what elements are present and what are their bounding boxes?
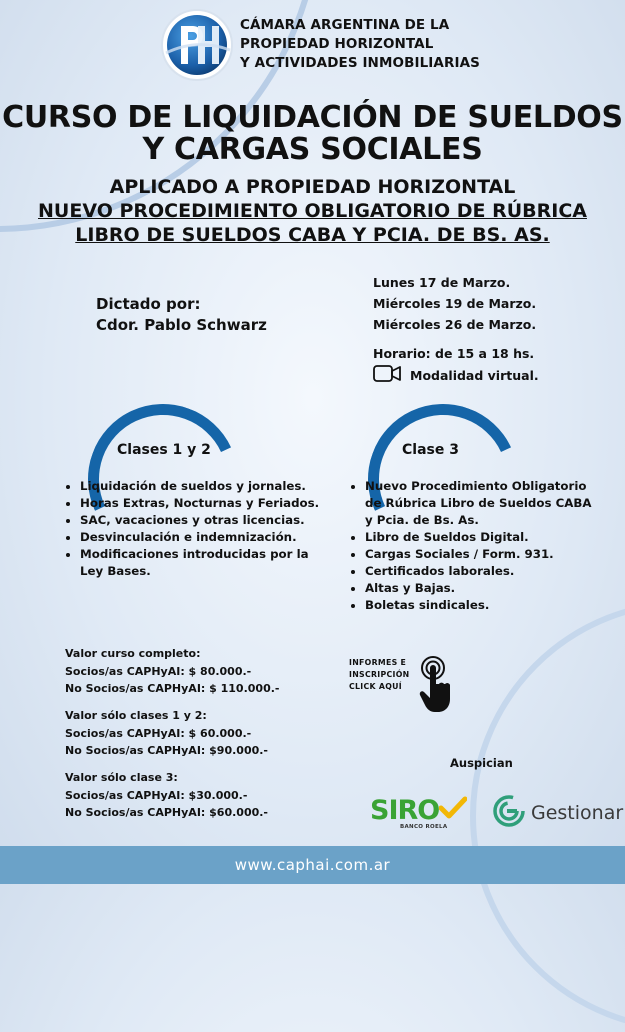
course-subtitle-2: NUEVO PROCEDIMIENTO OBLIGATORIO DE RÚBRICA [38, 200, 587, 222]
siro-wordmark: SIRO [370, 795, 440, 826]
course-subtitle-1: APLICADO A PROPIEDAD HORIZONTAL [109, 176, 516, 198]
list-item: • Liquidación de sueldos y jornales. [80, 478, 330, 495]
instructor-name: Cdor. Pablo Schwarz [96, 316, 267, 334]
price-members: Socios/as CAPHyAI: $ 80.000.- [65, 664, 252, 678]
price-heading: Valor curso completo: [65, 647, 201, 660]
list-item: • Altas y Bajas. [365, 580, 597, 597]
course-dates [373, 272, 536, 335]
gestionar-logo [493, 795, 623, 831]
date-1: Lunes 17 de Marzo. [373, 275, 511, 290]
inscription-line-3: CLICK AQUÍ [349, 682, 402, 691]
list-item: • Cargas Sociales / Form. 931. [365, 546, 597, 563]
video-camera-icon [373, 365, 401, 385]
price-non-members: No Socios/as CAPHyAI: $90.000.- [65, 744, 268, 757]
list-item: • SAC, vacaciones y otras licencias. [80, 512, 330, 529]
siro-logo [370, 796, 467, 830]
gestionar-wordmark: Gestionar [531, 802, 624, 824]
price-non-members: No Socios/as CAPHyAI: $60.000.- [65, 806, 268, 819]
footer-url[interactable]: www.caphai.com.ar [234, 856, 391, 874]
siro-check-icon [439, 796, 467, 824]
list-item: • Nuevo Procedimiento Obligatorio de Rúbrica Libro de Sueldos CABA y Pcia. de Bs. As. [365, 478, 597, 529]
hand-click-icon[interactable] [418, 654, 454, 718]
modality [373, 365, 539, 385]
instructor-block [96, 294, 267, 336]
list-item: • Desvinculación e indemnización. [80, 529, 330, 546]
price-non-members: No Socios/as CAPHyAI: $ 110.000.- [65, 682, 280, 695]
price-block-full [65, 645, 279, 698]
class-3-list [350, 478, 597, 614]
org-line-3: Y ACTIVIDADES INMOBILIARIAS [240, 55, 480, 71]
inscription-link[interactable] [349, 657, 409, 693]
course-title-line-1: CURSO DE LIQUIDACIÓN DE SUELDOS [2, 100, 623, 135]
classes-1-2-title: Clases 1 y 2 [117, 442, 211, 458]
class-3-title: Clase 3 [402, 442, 459, 458]
price-heading: Valor sólo clase 3: [65, 771, 178, 784]
price-heading: Valor sólo clases 1 y 2: [65, 709, 207, 722]
date-2: Miércoles 19 de Marzo. [373, 296, 537, 311]
price-block-classes-1-2 [65, 707, 268, 760]
schedule-hours: Horario: de 15 a 18 hs. [373, 346, 535, 361]
list-item: • Certificados laborales. [365, 563, 597, 580]
course-subtitle-3: LIBRO DE SUELDOS CABA Y PCIA. DE BS. AS. [75, 224, 550, 246]
footer-bar [0, 846, 625, 884]
price-members: Socios/as CAPHyAI: $30.000.- [65, 788, 248, 802]
list-item: • Modificaciones introducidas por la Ley Bases. [80, 546, 330, 580]
classes-1-2-list [65, 478, 330, 580]
sponsors-label: Auspician [450, 756, 513, 770]
caphai-logo [160, 8, 234, 82]
date-3: Miércoles 26 de Marzo. [373, 317, 537, 332]
price-block-class-3 [65, 769, 268, 822]
inscription-line-2: INSCRIPCIÓN [349, 670, 410, 679]
list-item: • Boletas sindicales. [365, 597, 597, 614]
price-members: Socios/as CAPHyAI: $ 60.000.- [65, 726, 252, 740]
org-line-1: CÁMARA ARGENTINA DE LA [240, 17, 450, 33]
siro-subtitle: BANCO ROELA [400, 824, 448, 830]
org-line-2: PROPIEDAD HORIZONTAL [240, 36, 434, 52]
course-title-line-2: Y CARGAS SOCIALES [142, 132, 483, 167]
list-item: • Horas Extras, Nocturnas y Feriados. [80, 495, 330, 512]
organization-name [240, 16, 480, 73]
modality-label: Modalidad virtual. [410, 367, 539, 383]
list-item: • Libro de Sueldos Digital. [365, 529, 597, 546]
instructor-label: Dictado por: [96, 295, 201, 313]
gestionar-symbol-icon [493, 795, 525, 831]
inscription-line-1: INFORMES E [349, 658, 407, 667]
